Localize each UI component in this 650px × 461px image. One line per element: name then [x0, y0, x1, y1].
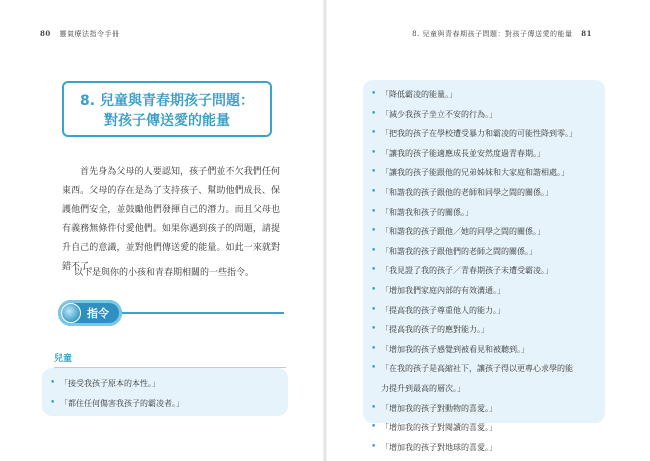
bullet-icon: • [371, 304, 377, 315]
list-item [371, 399, 597, 419]
bullet-icon: • [371, 167, 377, 178]
bullet-icon: • [371, 128, 377, 139]
list-item [371, 203, 597, 223]
intro-paragraph: 首先身為父母的人要認知，孩子們並不欠我們任何東西。父母的存在是為了支持孩子、幫助他們成長、保護他們安全，並鼓勵他們發揮自己的潛力。而且父母也有義務無條件付愛他們。如果你遇到孩子的問題，請提升自己的意識，並對他們傳送愛的能量。如此一來就對錯不了。 [62, 167, 280, 272]
bullet-icon: • [371, 402, 377, 413]
bullet-icon: • [371, 324, 377, 335]
section-heading-children: 兒童 [54, 354, 73, 364]
bullet-icon: • [371, 89, 377, 99]
list-item-text: 「都住任何傷害我孩子的霸凌者。」 [60, 398, 184, 408]
list-item-text: 「提高我的孩子尊重他人的能力。」 [381, 305, 505, 315]
bullet-icon: • [50, 378, 56, 388]
directive-badge [58, 300, 122, 326]
list-item-text: 「接受我孩子原本的本性。」 [60, 379, 160, 388]
chapter-title-line-2: 對孩子傳送愛的能量 [104, 113, 230, 129]
right-running-head [412, 29, 598, 39]
list-item [371, 85, 597, 105]
bullet-icon: • [371, 284, 377, 295]
bullet-icon: • [371, 265, 377, 276]
bullet-icon: • [371, 245, 377, 256]
list-item-text: 「我見證了我的孩子／青春期孩子未遭受霸凌。」 [381, 266, 553, 276]
list-item [371, 144, 597, 164]
list-item [371, 418, 597, 438]
list-item [371, 281, 597, 301]
bullet-icon: • [371, 422, 377, 433]
bullet-icon: • [371, 363, 377, 374]
list-item [371, 301, 597, 321]
list-item-text: 「降低霸凌的能量。」 [381, 90, 457, 99]
list-item [371, 222, 597, 242]
chapter-title-line-1: 8. 兒童與青春期孩子問題： [80, 93, 254, 109]
list-item [50, 394, 280, 414]
list-item [50, 374, 280, 394]
list-item-text-line: 「在我的孩子是高縮社下，讓孩子得以更專心求學的能 [381, 364, 573, 374]
list-item-text: 「把我的孩子在學校遭受暴力和霸凌的可能性降到零。」 [381, 129, 577, 139]
list-item-text: 「提高我的孩子的應對能力。」 [381, 325, 489, 335]
directive-label: 指令 [87, 307, 109, 320]
right-running-head-title: 8. 兒童與青春期孩子問題：對孩子傳送愛的能量 [412, 30, 573, 38]
list-item [371, 105, 597, 125]
left-directive-list [42, 368, 288, 416]
list-item [371, 163, 597, 183]
list-item-text: 「增加我的孩子對地球的喜愛。」 [381, 442, 497, 452]
right-page [325, 0, 650, 461]
left-running-head-title: 靈氣療法指令手冊 [59, 30, 120, 38]
list-item [371, 359, 597, 398]
bullet-icon: • [371, 343, 377, 354]
right-directive-list [363, 80, 605, 452]
bullet-icon: • [50, 397, 56, 408]
list-item-text: 「增加我的孩子感覺到被看見和被聽到。」 [381, 344, 529, 354]
left-page-number: 80 [40, 29, 51, 38]
list-item-text [381, 359, 597, 398]
list-item [371, 261, 597, 281]
bullet-icon: • [371, 186, 377, 197]
list-item-text-continuation: 力提升到最高的層次。」 [381, 383, 465, 393]
bullet-icon: • [371, 147, 377, 158]
list-item-text: 「和諧我和孩子的關係。」 [381, 207, 473, 217]
left-running-head [34, 29, 119, 39]
bullet-icon: • [371, 206, 377, 217]
bullet-icon: • [371, 108, 377, 119]
chapter-title-box [62, 81, 272, 137]
list-item [371, 320, 597, 340]
list-item-text: 「讓我的孩子能跟他的兄弟姊妹和大家庭和諧相處。」 [381, 168, 569, 178]
right-page-number: 81 [581, 29, 592, 38]
list-item-text: 「增加我的孩子對閱讀的喜愛。」 [381, 423, 497, 433]
bullet-icon: • [371, 441, 377, 452]
list-item-text: 「減少我孩子坐立不安的行為。」 [381, 109, 497, 119]
bullet-icon: • [371, 226, 377, 237]
list-item [371, 183, 597, 203]
list-item [371, 242, 597, 262]
list-item-text: 「增加我們家庭內部的有效溝通。」 [381, 285, 505, 295]
list-item-text: 「和諧我的孩子跟他們的老師之間的關係。」 [381, 246, 537, 256]
list-item-text: 「讓我的孩子能適應成長並安然度過青春期。」 [381, 148, 545, 158]
list-item-text: 「增加我的孩子對動物的喜愛。」 [381, 403, 497, 413]
directives-intro-paragraph: 以下是與你的小孩和青春期相關的一些指令。 [74, 268, 255, 278]
list-item-text: 「和諧我的孩子跟他的老師和同學之間的關係。」 [381, 187, 553, 197]
badge-circle-icon [61, 303, 81, 323]
list-item-text: 「和諧我的孩子跟他／她的同學之間的關係。」 [381, 227, 545, 237]
list-item [371, 340, 597, 360]
list-item [371, 438, 597, 458]
list-item [371, 124, 597, 144]
